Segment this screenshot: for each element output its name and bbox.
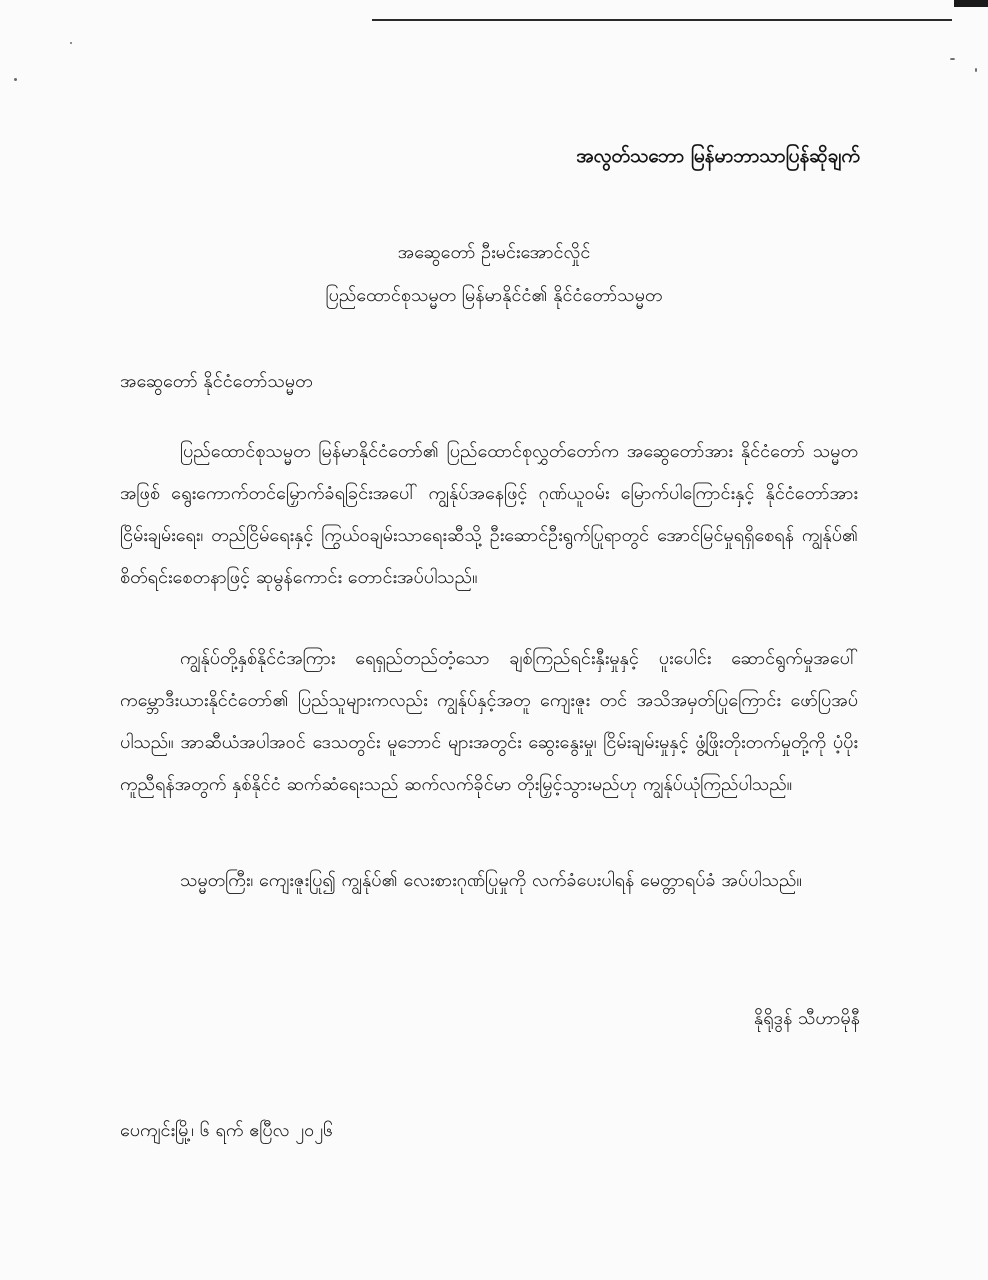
salutation: အဆွေတော် နိုင်ငံတော်သမ္မတ	[120, 371, 313, 392]
place-and-date: ပေကျင်းမြို့၊ ၆ ရက် ဧပြီလ ၂၀၂၆	[120, 1120, 334, 1141]
addressee-title: ပြည်ထောင်စုသမ္မတ မြန်မာနိုင်ငံ၏ နိုင်ငံတော်သမ္မတ	[325, 285, 663, 306]
signature-name: နိုရိုဒွန် သီဟာမိုနီ	[753, 1008, 860, 1029]
scan-speck	[14, 78, 17, 81]
body-paragraph: ကျွန်ုပ်တို့နှစ်နိုင်ငံအကြား ရေရှည်တည်တံ့သော ချစ်ကြည်ရင်းနှီးမှုနှင့် ပူးပေါင်း ဆောင်ရွက်မှုအပေါ် ကမ္ဘောဒီးယားနိုင်ငံတော်၏ ပြည်သူများကလည်း ကျွန်ုပ်နှင့်အတူ ကျေးဇူး တင် အသိအမှတ်ပြုကြောင်း ဖော်ပြအပ်ပါသည်။ အာဆီယံအပါအဝင် ဒေသတွင်း မူဘောင် များအတွင်း ဆွေးနွေးမှု၊ ငြိမ်းချမ်းမှုနှင့် ဖွံ့ဖြိုးတိုးတက်မှုတို့ကို ပံ့ပိုးကူညီရန်အတွက် နှစ်နိုင်ငံ ဆက်ဆံရေးသည် ဆက်လက်ခိုင်မာ တိုးမြှင့်သွားမည်ဟု ကျွန်ုပ်ယုံကြည်ပါသည်။	[120, 648, 858, 795]
body-paragraph: ပြည်ထောင်စုသမ္မတ မြန်မာနိုင်ငံတော်၏ ပြည်ထောင်စုလွှတ်တော်က အဆွေတော်အား နိုင်ငံတော် သမ္မတအဖြစ် ရွေးကောက်တင်မြှောက်ခံရခြင်းအပေါ် ကျွန်ုပ်အနေဖြင့် ဂုဏ်ယူဝမ်း မြောက်ပါကြောင်းနှင့် နိုင်ငံတော်အား ငြိမ်းချမ်းရေး၊ တည်ငြိမ်ရေးနှင့် ကြွယ်ဝချမ်းသာရေးဆီသို့ ဦးဆောင်ဦးရွက်ပြုရာတွင် အောင်မြင်မှုရရှိစေရန် ကျွန်ုပ်၏ စိတ်ရင်းစေတနာဖြင့် ဆုမွန်ကောင်း တောင်းအပ်ပါသည်။	[120, 441, 858, 588]
scan-edge-mark	[954, 0, 988, 7]
scan-speck	[70, 42, 72, 44]
scan-speck	[950, 58, 955, 60]
scan-speck	[975, 68, 977, 72]
body-paragraph: သမ္မတကြီး၊ ကျေးဇူးပြု၍ ကျွန်ုပ်၏ လေးစားဂုဏ်ပြုမှုကို လက်ခံပေးပါရန် မေတ္တာရပ်ခံ အပ်ပါသည်။	[180, 870, 802, 891]
scan-top-line	[372, 19, 952, 21]
letter-subject: အလွတ်သဘော မြန်မာဘာသာပြန်ဆိုချက်	[576, 145, 860, 167]
addressee-name: အဆွေတော် ဦးမင်းအောင်လှိုင်	[397, 242, 591, 263]
